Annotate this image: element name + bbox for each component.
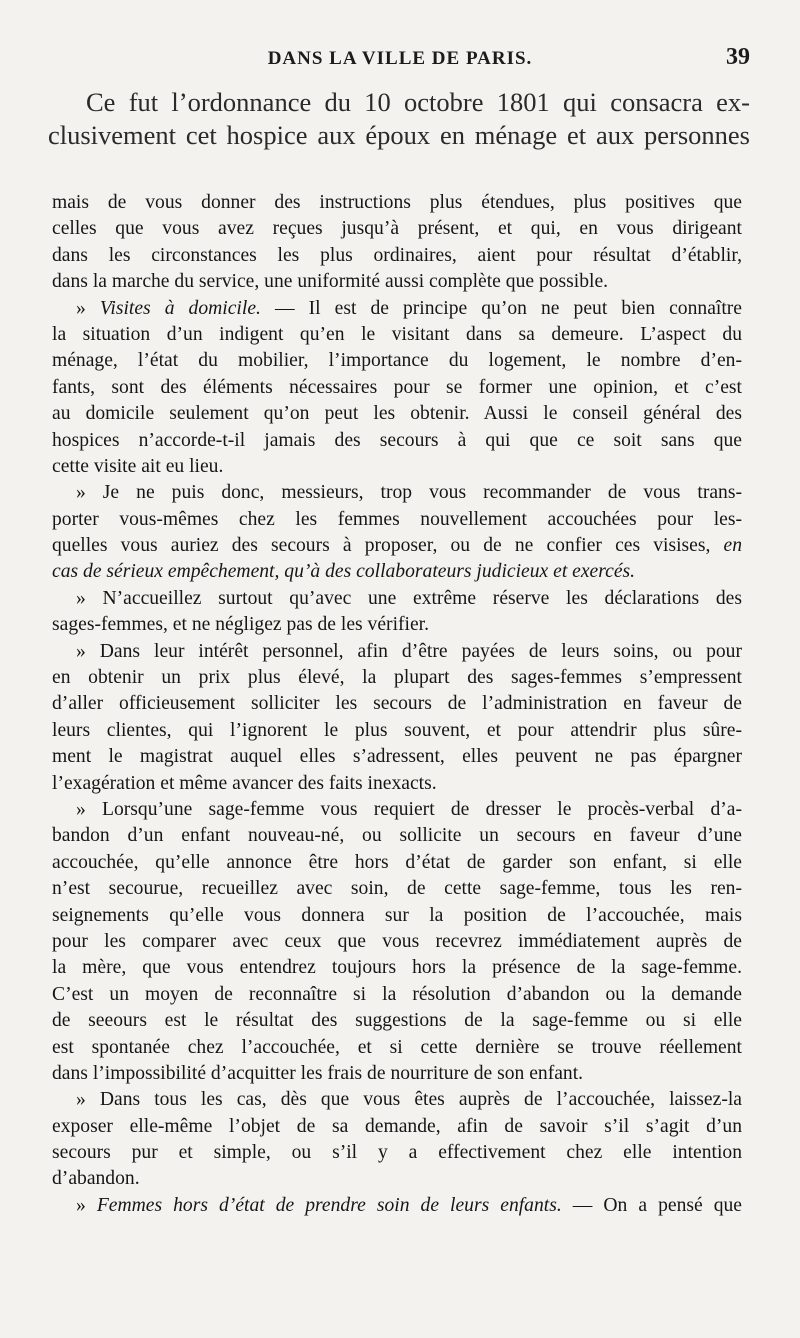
text-line: la situation d’un indigent qu’en le visitant dans sa demeure. L’aspect du bbox=[52, 323, 742, 345]
text-line: » Je ne puis donc, messieurs, trop vous recommander de vous trans- bbox=[76, 482, 742, 504]
text-line: leurs clientes, qui l’ignorent le plus souvent, et pour attendrir plus sûre- bbox=[52, 719, 742, 741]
text-line: cette visite ait eu lieu. bbox=[52, 455, 224, 477]
bleed-through-line: clusivement cet hospice aux époux en ménage et aux personnes bbox=[48, 120, 750, 150]
italic-run: cas de sérieux empêchement, qu’à des collaborateurs judicieux et exercés. bbox=[52, 561, 636, 583]
text-line: porter vous-mêmes chez les femmes nouvellement accouchées pour les- bbox=[52, 508, 742, 530]
text-line: exposer elle-même l’objet de sa demande, afin de savoir s’il s’agit d’un bbox=[52, 1115, 742, 1137]
text-line: » Dans tous les cas, dès que vous êtes auprès de l’accouchée, laissez-la bbox=[76, 1089, 742, 1111]
text-line: » Dans leur intérêt personnel, afin d’être payées de leurs soins, ou pour bbox=[76, 640, 742, 662]
text-line: l’exagération et même avancer des faits inexacts. bbox=[52, 772, 437, 794]
text-line: » N’accueillez surtout qu’avec une extrême réserve les déclarations des bbox=[76, 587, 742, 609]
text-line: dans les circonstances les plus ordinaires, aient pour résultat d’établir, bbox=[52, 244, 742, 266]
bleed-through-text bbox=[48, 86, 750, 152]
text-line: » Femmes hors d’état de prendre soin de leurs enfants. — On a pensé que bbox=[76, 1194, 742, 1216]
text-line: dans la marche du service, une uniformité aussi complète que possible. bbox=[52, 271, 609, 293]
text-line: sages-femmes, et ne négligez pas de les vérifier. bbox=[52, 614, 430, 636]
text-line: de seeours est le résultat des suggestions de la sage-femme ou si elle bbox=[52, 1010, 742, 1032]
text-line: d’aller officieusement solliciter les secours de l’administration en faveur de bbox=[52, 693, 742, 715]
text-line: ménage, l’état du mobilier, l’importance du logement, le nombre d’en- bbox=[52, 350, 742, 372]
text-line: dans l’impossibilité d’acquitter les frais de nourriture de son enfant. bbox=[52, 1062, 584, 1084]
body-text bbox=[52, 190, 742, 1219]
text-line: mais de vous donner des instructions plus étendues, plus positives que bbox=[52, 192, 742, 213]
text-line: d’abandon. bbox=[52, 1168, 140, 1190]
text-line: pour les comparer avec ceux que vous recevrez immédiatement auprès de bbox=[52, 930, 742, 952]
text-line: C’est un moyen de reconnaître si la résolution d’abandon ou la demande bbox=[52, 983, 742, 1005]
text-line: » Visites à domicile. — Il est de principe qu’on ne peut bien connaître bbox=[76, 297, 742, 319]
text-line: fants, sont des éléments nécessaires pour se former une opinion, et c’est bbox=[52, 376, 742, 398]
italic-run: Femmes hors d’état de prendre soin de leurs enfants. bbox=[96, 1194, 562, 1216]
text-line: accouchée, qu’elle annonce être hors d’état de garder son enfant, si elle bbox=[52, 851, 742, 873]
text-line: la mère, que vous entendrez toujours hors la présence de la sage-femme. bbox=[52, 957, 742, 979]
italic-run: en bbox=[723, 535, 742, 557]
text-line: secours pur et simple, ou s’il y a effectivement chez elle intention bbox=[52, 1142, 742, 1164]
text-line: ment le magistrat auquel elles s’adressent, elles peuvent ne pas épargner bbox=[52, 746, 742, 768]
text-line: hospices n’accorde-t-il jamais des secours à qui que ce soit sans que bbox=[52, 429, 742, 451]
running-head bbox=[50, 44, 750, 74]
text-line: celles que vous avez reçues jusqu’à présent, et qui, en vous dirigeant bbox=[52, 218, 742, 240]
text-line: seignements qu’elle vous donnera sur la position de l’accouchée, mais bbox=[52, 904, 742, 926]
text-line bbox=[52, 559, 742, 585]
text-line: n’est secourue, recueillez avec soin, de cette sage-femme, tous les ren- bbox=[52, 878, 742, 900]
bleed-through-line: Ce fut l’ordonnance du 10 octobre 1801 qui consacra ex- bbox=[86, 87, 750, 117]
text-line: est spontanée chez l’accouchée, et si cette dernière se trouve réellement bbox=[52, 1036, 742, 1058]
text-line: en obtenir un prix plus élevé, la plupart des sages-femmes s’empressent bbox=[52, 667, 742, 689]
text-line: » Lorsqu’une sage-femme vous requiert de dresser le procès-verbal d’a- bbox=[76, 798, 742, 820]
page-number: 39 bbox=[726, 44, 750, 70]
text-line: quelles vous auriez des secours à proposer, ou de ne confier ces visises, en bbox=[52, 535, 742, 557]
text-line: bandon d’un enfant nouveau-né, ou sollicite un secours en faveur d’une bbox=[52, 825, 742, 847]
italic-run: Visites à domicile. bbox=[99, 297, 261, 319]
text-line: au domicile seulement qu’on peut les obtenir. Aussi le conseil général des bbox=[52, 403, 742, 425]
running-title: DANS LA VILLE DE PARIS. bbox=[267, 48, 533, 69]
